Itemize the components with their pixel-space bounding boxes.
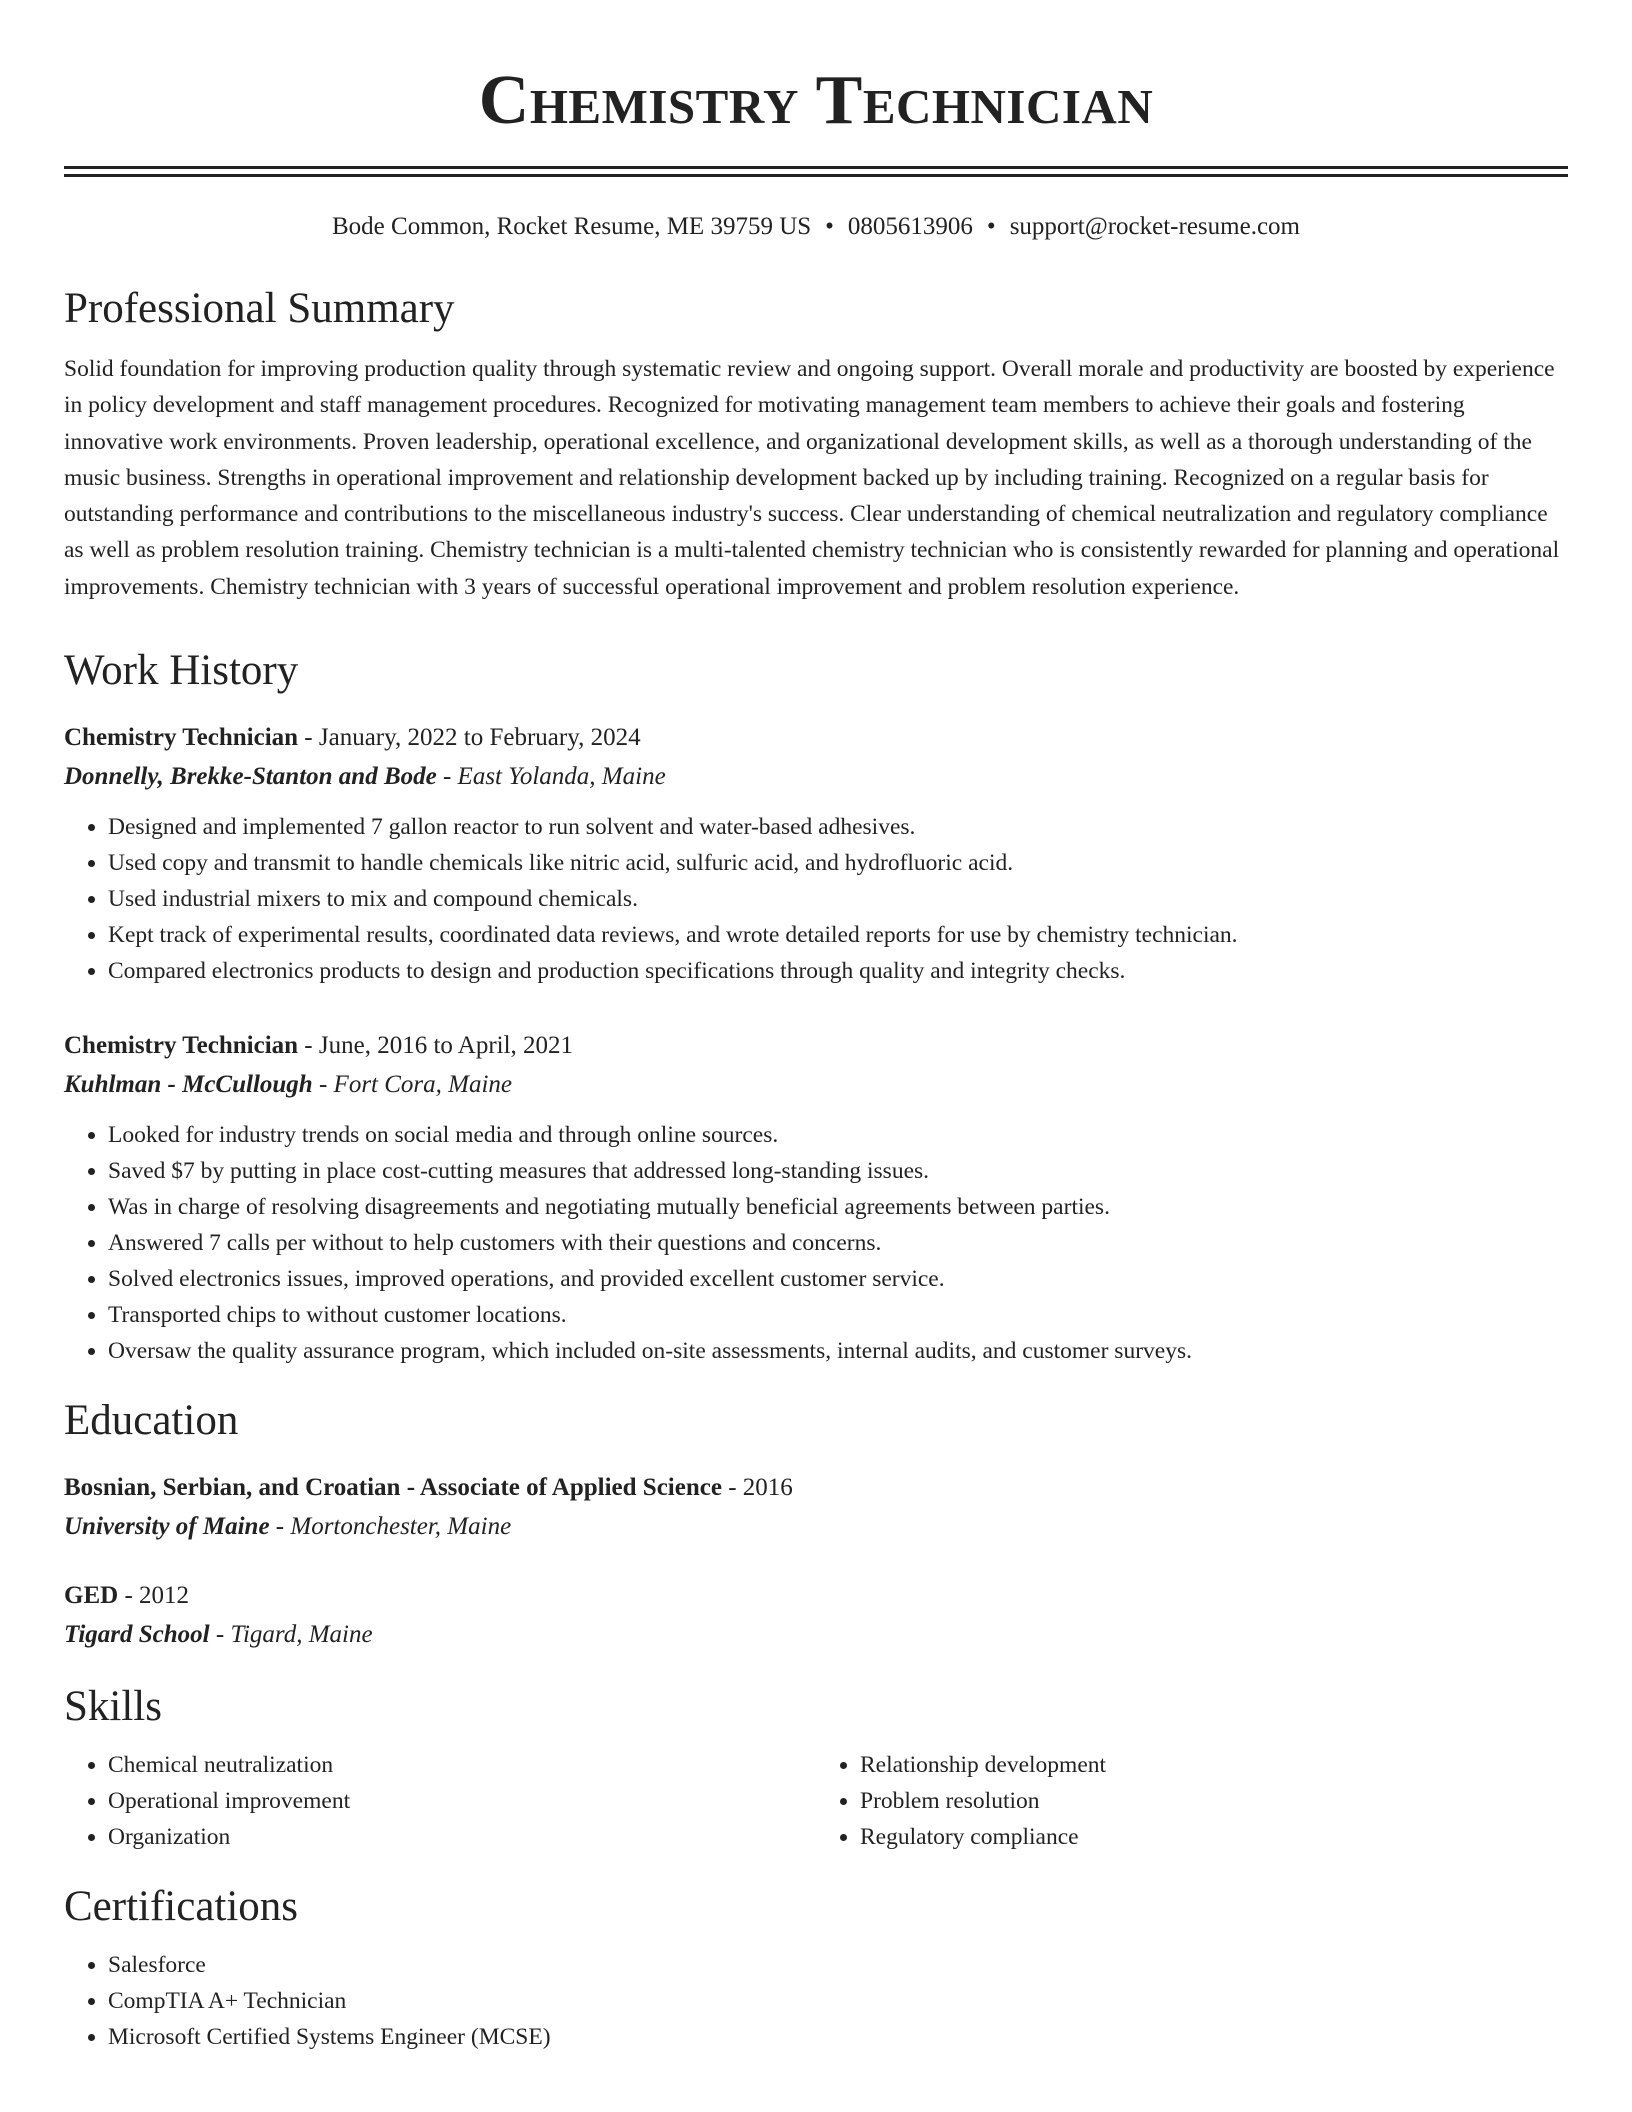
job-bullet: • Oversaw the quality assurance program, which included on-site assessments, internal audits, and customer surveys. xyxy=(108,1333,1568,1369)
education-entry xyxy=(64,1469,1568,1547)
job-bullet: • Transported chips to without customer locations. xyxy=(108,1297,1568,1333)
skill-item: • Organization xyxy=(108,1819,816,1855)
contact-address: Bode Common, Rocket Resume, ME 39759 US xyxy=(332,213,812,240)
certification-item: • Microsoft Certified Systems Engineer (MCSE) xyxy=(108,2019,1568,2055)
education-degree-line xyxy=(64,1469,1568,1507)
job-bullets xyxy=(64,809,1568,989)
job-company-line xyxy=(64,757,1568,797)
contact-separator: • xyxy=(986,213,996,240)
education-school: Tigard School xyxy=(64,1621,210,1649)
education-entry xyxy=(64,1577,1568,1655)
skill-item: • Operational improvement xyxy=(108,1783,816,1819)
contact-phone: 0805613906 xyxy=(847,213,973,240)
contact-line xyxy=(64,211,1568,243)
job-entry xyxy=(64,719,1568,989)
job-bullet: • Was in charge of resolving disagreements and negotiating mutually beneficial agreements between parties. xyxy=(108,1189,1568,1225)
job-bullet: • Compared electronics products to design and production specifications through quality and integrity checks. xyxy=(108,953,1568,989)
skills-heading: Skills xyxy=(64,1683,162,1731)
education-degree: GED xyxy=(64,1582,119,1610)
education-year: - 2016 xyxy=(721,1474,793,1502)
contact-separator: • xyxy=(825,213,834,240)
contact-email: support@rocket-resume.com xyxy=(1009,213,1300,240)
job-location: - Fort Cora, Maine xyxy=(312,1071,513,1099)
certifications-list xyxy=(64,1947,1568,2055)
skill-item: • Problem resolution xyxy=(860,1783,1568,1819)
skills-column-right xyxy=(816,1747,1568,1855)
skills-list xyxy=(64,1747,1568,1855)
summary-heading: Professional Summary xyxy=(64,285,455,332)
education-school: University of Maine xyxy=(64,1513,270,1541)
job-dates: - June, 2016 to April, 2021 xyxy=(298,1032,574,1060)
job-bullet: • Looked for industry trends on social media and through online sources. xyxy=(108,1117,1568,1153)
job-bullet: • Used industrial mixers to mix and compound chemicals. xyxy=(108,881,1568,917)
job-bullet: • Answered 7 calls per without to help customers with their questions and concerns. xyxy=(108,1225,1568,1261)
education-location: - Mortonchester, Maine xyxy=(269,1513,512,1541)
certifications-heading: Certifications xyxy=(64,1883,299,1931)
job-bullet: • Solved electronics issues, improved operations, and provided excellent customer service. xyxy=(108,1261,1568,1297)
job-entry xyxy=(64,1027,1568,1369)
education-school-line xyxy=(64,1507,1568,1547)
skill-item: • Regulatory compliance xyxy=(860,1819,1568,1855)
education-school-line xyxy=(64,1615,1568,1655)
job-bullet: • Kept track of experimental results, coordinated data reviews, and wrote detailed reports for use by chemistry technician. xyxy=(108,917,1568,953)
job-dates: - January, 2022 to February, 2024 xyxy=(298,724,641,752)
certification-item: • Salesforce xyxy=(108,1947,1568,1983)
skills-column-left xyxy=(64,1747,816,1855)
job-location: - East Yolanda, Maine xyxy=(436,763,666,791)
resume-page xyxy=(64,0,1568,2055)
education-degree-line xyxy=(64,1577,1568,1615)
job-bullets xyxy=(64,1117,1568,1369)
job-title-line xyxy=(64,1027,1568,1065)
job-bullet: • Used copy and transmit to handle chemicals like nitric acid, sulfuric acid, and hydrofluoric acid. xyxy=(108,845,1568,881)
education-heading: Education xyxy=(64,1397,239,1445)
summary-text: Solid foundation for improving production quality through systematic review and ongoing support. Overall morale and productivity are boosted by experience in policy development and staff management procedures. Recognized for motivating management team members to achieve their goals and fostering innovative work environments. Proven leadership, operational excellence, and organizational development skills, as well as a thorough understanding of the music business. Strengths in operational improvement and relationship development backed up by including training. Recognized on a regular basis for outstanding performance and contributions to the miscellaneous industry's success. Clear understanding of chemical neutralization and regulatory compliance as well as problem resolution training. Chemistry technician is a multi-talented chemistry technician who is consistently rewarded for planning and operational improvements. Chemistry technician with 3 years of successful operational improvement and problem resolution experience. xyxy=(64,356,1560,600)
work-history-heading: Work History xyxy=(64,647,299,695)
title-rule-thick xyxy=(64,166,1568,169)
job-bullet: • Saved $7 by putting in place cost-cutting measures that addressed long-standing issues. xyxy=(108,1153,1568,1189)
title-rule-thin xyxy=(64,174,1568,177)
education-location: - Tigard, Maine xyxy=(209,1621,373,1649)
skill-item: • Chemical neutralization xyxy=(108,1747,816,1783)
education-degree: Bosnian, Serbian, and Croatian - Associate of Applied Science xyxy=(64,1474,722,1502)
certification-item: • CompTIA A+ Technician xyxy=(108,1983,1568,2019)
job-bullet: • Designed and implemented 7 gallon reactor to run solvent and water-based adhesives. xyxy=(108,809,1568,845)
job-company: Kuhlman - McCullough xyxy=(64,1071,313,1099)
education-year: - 2012 xyxy=(118,1582,190,1610)
job-title: Chemistry Technician xyxy=(64,1032,299,1060)
skill-item: • Relationship development xyxy=(860,1747,1568,1783)
job-title-line xyxy=(64,719,1568,757)
job-title: Chemistry Technician xyxy=(64,724,299,752)
resume-title: Chemistry Technician xyxy=(478,62,1154,139)
job-company: Donnelly, Brekke-Stanton and Bode xyxy=(64,763,437,791)
job-company-line xyxy=(64,1065,1568,1105)
